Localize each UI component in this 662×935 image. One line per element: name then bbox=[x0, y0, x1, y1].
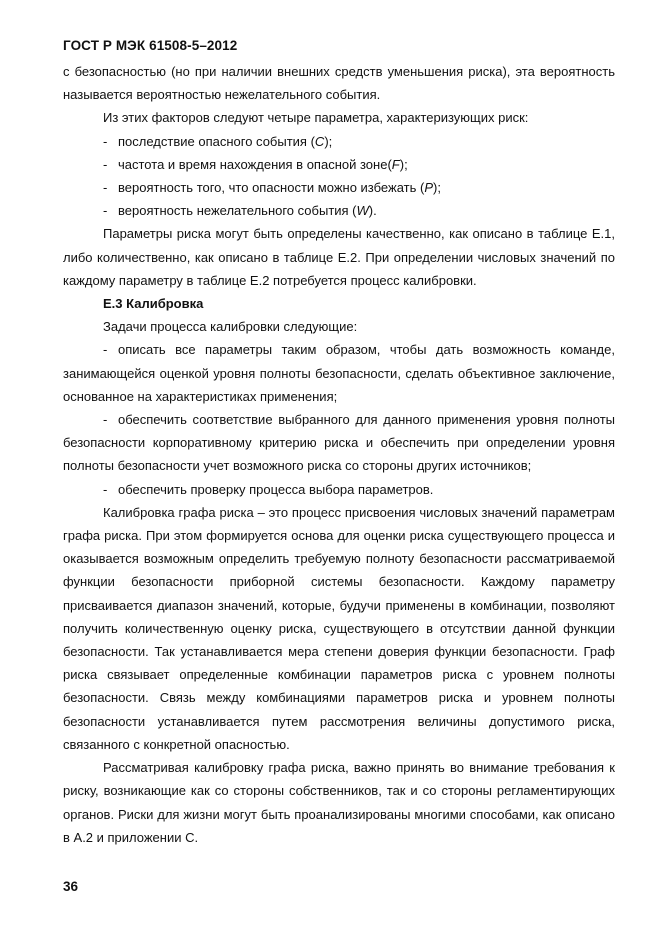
paragraph-tasks: Задачи процесса калибровки следующие: bbox=[103, 319, 358, 335]
list-dash: - bbox=[103, 412, 108, 428]
list-dash: - bbox=[103, 156, 108, 172]
list-dash: - bbox=[103, 342, 108, 358]
list-dash: - bbox=[103, 203, 108, 219]
list-item: - частота и время нахождения в опасной зоне(F); bbox=[63, 153, 615, 176]
paragraph-factors: Из этих факторов следуют четыре параметра, характеризующих риск: bbox=[103, 110, 529, 126]
list-item: - обеспечить соответствие выбранного для данного применения уровня полноты безопасности корпоративному критерию риска и обеспечить при определении уровня полноты безопасности учет возможного риска со стороны других источников; bbox=[63, 408, 615, 478]
list-dash: - bbox=[103, 133, 108, 149]
paragraph-parameters: Параметры риска могут быть определены качественно, как описано в таблице Е.1, либо количественно, как описано в таблице Е.2. При определении числовых значений по каждому параметру в таблице Е.2 потребуется процесс калибровки. bbox=[63, 226, 615, 288]
document-body bbox=[63, 60, 615, 849]
paragraph-continuation: с безопасностью (но при наличии внешних средств уменьшения риска), эта вероятность называется вероятностью нежелательного события. bbox=[63, 64, 615, 103]
paragraph-considerations: Рассматривая калибровку графа риска, важно принять во внимание требования к риску, возникающие как со стороны собственников, так и со стороны регламентирующих органов. Риски для жизни могут быть проанализированы многими способами, как описано в А.2 и приложении С. bbox=[63, 760, 615, 845]
list-item: - вероятность нежелательного события (W). bbox=[63, 199, 615, 222]
list-item: - обеспечить проверку процесса выбора параметров. bbox=[63, 478, 615, 501]
paragraph-calibration: Калибровка графа риска – это процесс присвоения числовых значений параметрам графа риска. При этом формируется основа для оценки риска существующего процесса и оказывается возможным определить требуемую полноту безопасности рассматриваемой функции безопасности приборной системы безопасности. Каждому параметру присваивается диапазон значений, которые, будучи применены в комбинации, позволяют получить количественную оценку риска, существующего в отсутствии данной функции безопасности. Так устанавливается мера степени доверия функции безопасности. Граф риска связывает определенные комбинации параметров риска с уровнем полноты безопасности. Связь между комбинациями параметров риска и уровнем полноты безопасности устанавливается путем рассмотрения величины допустимого риска, связанного с конкретной опасностью. bbox=[63, 504, 615, 752]
list-item: - описать все параметры таким образом, чтобы дать возможность команде, занимающейся оценкой уровня полноты безопасности, сделать объективное заключение, основанное на характеристиках применения; bbox=[63, 338, 615, 408]
list-item: - вероятность того, что опасности можно избежать (P); bbox=[63, 176, 615, 199]
list-dash: - bbox=[103, 180, 108, 196]
document-header: ГОСТ Р МЭК 61508-5–2012 bbox=[63, 38, 238, 53]
list-dash: - bbox=[103, 481, 108, 497]
section-heading: Е.3 Калибровка bbox=[103, 296, 204, 312]
page-number: 36 bbox=[63, 879, 79, 894]
list-item: - последствие опасного события (C); bbox=[63, 130, 615, 153]
